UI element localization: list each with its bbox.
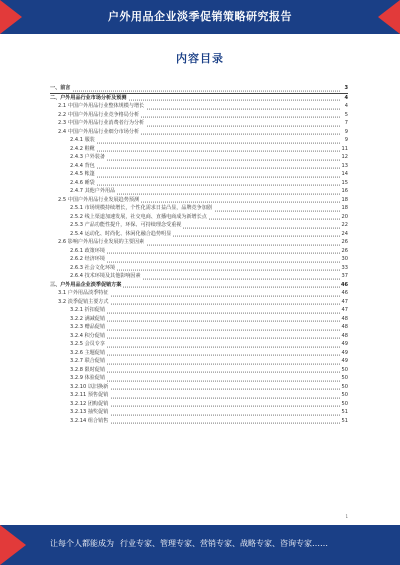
- toc-entry-label: 三、户外用品企业淡季促销方案: [50, 281, 122, 288]
- toc-entry-page: 48: [341, 332, 348, 339]
- header-banner: [0, 0, 400, 34]
- toc-entry-page: 24: [341, 230, 348, 237]
- toc-entry-label: 3.2 淡季促销主要方式: [58, 298, 109, 305]
- header-left-triangle-decoration: [0, 0, 22, 34]
- toc-entry-page: 3: [341, 84, 348, 93]
- toc-entry-label: 2.1 中国户外用品行业整体规模与增长: [58, 103, 145, 109]
- toc-entry-page: 18: [341, 205, 348, 211]
- toc-entry-label: 2.6.4 技术环境及其他影响因素: [70, 273, 141, 279]
- toc-entry-page: 49: [341, 349, 348, 356]
- toc-entry-page: 26: [341, 247, 348, 254]
- toc-entry-label: 2.4.7 其他户外用品: [70, 188, 116, 194]
- toc-entry-label: 2.4 中国户外用品行业细分市场分析: [58, 128, 140, 135]
- toc-entry-label: 3.2.5 会员专享: [70, 341, 105, 347]
- toc-entry-page: 50: [341, 366, 348, 373]
- toc-entry-page: 18: [341, 196, 348, 203]
- toc-entry-page: 46: [341, 290, 348, 296]
- toc-entry-label: 二、户外用品行业市场分析及预测: [50, 94, 127, 101]
- toc-entry-label: 3.2.6 主题促销: [70, 349, 105, 356]
- toc-entry-label: 2.4.3 户外装备: [70, 154, 105, 160]
- footer-banner: [0, 525, 400, 565]
- toc-entry-label: 2.6.2 经济环境: [70, 256, 105, 262]
- toc-entry-label: 2.2 中国户外用品行业竞争格局分析: [58, 111, 140, 118]
- toc-entry-page: 14: [341, 171, 348, 177]
- toc-entry-label: 3.2.2 满减促销: [70, 315, 105, 322]
- toc-entry-label: 3.2.12 团购促销: [70, 400, 109, 407]
- toc-entry-page: 33: [341, 264, 348, 271]
- toc-entry-label: 3.2.10 以旧换新: [70, 383, 109, 390]
- toc-entry-page: 7: [341, 119, 348, 128]
- footer-slogan: 让每个人都能成为: [50, 539, 114, 548]
- toc-entry-label: 3.1 户外用品淡季特征: [58, 290, 109, 296]
- toc-entry-page: 4: [341, 102, 348, 111]
- toc-entry-page: 26: [341, 239, 348, 245]
- toc-entry-label: 2.6.1 政策环境: [70, 247, 105, 254]
- toc-entry-label: 2.4.4 背包: [70, 162, 95, 169]
- toc-entry-page: 9: [341, 128, 348, 137]
- toc-leader-dots: [50, 82, 340, 92]
- footer-triangle-decoration: [0, 525, 26, 565]
- toc-entry-page: 51: [341, 417, 348, 424]
- footer-roles: 行业专家、管理专家、营销专家、战略专家、咨询专家……: [120, 539, 328, 548]
- toc-entry-label: 3.2.13 抽奖促销: [70, 409, 109, 415]
- toc-entry-label: 3.2.8 限时促销: [70, 366, 105, 373]
- toc-entry-page: 50: [341, 383, 348, 390]
- toc-entry-label: 3.2.9 体验促销: [70, 375, 105, 381]
- toc-entry-page: 47: [341, 307, 348, 313]
- toc-entry-label: 2.5.3 产品功能性提升，环保、可持续理念受重视: [70, 222, 182, 228]
- toc-leader-dots: [70, 414, 340, 424]
- toc-entry-label: 2.5.1 市场规模持续增长，个性化需求日益凸显，品牌竞争加剧: [70, 205, 212, 211]
- toc-entry-label: 3.2.3 赠品促销: [70, 324, 105, 330]
- toc-entry-page: 20: [341, 213, 348, 220]
- toc-entry-page: 50: [341, 400, 348, 407]
- toc-heading: 内容目录: [176, 52, 224, 65]
- toc-entry-page: 11: [341, 145, 348, 152]
- toc-entry-page: 49: [341, 358, 348, 364]
- toc-entry-label: 2.6 影响户外用品行业发展的主要因素: [58, 239, 145, 245]
- toc-entry-page: 5: [341, 111, 348, 120]
- toc-entry-page: 50: [341, 375, 348, 381]
- header-right-triangle-decoration: [378, 0, 400, 34]
- toc-entry-label: 2.4.6 睡袋: [70, 179, 95, 186]
- toc-entry-page: 22: [341, 222, 348, 228]
- toc-entry-label: 2.5.4 运动化、时尚化、休闲化融合趋势明显: [70, 230, 172, 237]
- toc-entry[interactable]: [50, 417, 348, 426]
- toc-entry-label: 2.5.2 线上渠道加速发展，社交电商、直播电商成为新增长点: [70, 213, 207, 220]
- toc-entry-page: 51: [341, 409, 348, 415]
- toc-entry-page: 30: [341, 256, 348, 262]
- toc-entry-label: 2.3 中国户外用品行业消费者行为分析: [58, 120, 145, 126]
- toc-entry-page: 12: [341, 154, 348, 160]
- page-number: 1: [345, 514, 348, 519]
- toc-entry-page: 15: [341, 179, 348, 186]
- report-title: 户外用品企业淡季促销策略研究报告: [108, 10, 292, 23]
- toc-entry-page: 9: [341, 136, 348, 145]
- toc-entry-page: 16: [341, 188, 348, 194]
- toc-entry-page: 49: [341, 341, 348, 347]
- toc-entry-label: 一、前言: [50, 85, 71, 91]
- toc-entry-page: 50: [341, 392, 348, 398]
- toc-entry-page: 48: [341, 315, 348, 322]
- toc-entry-label: 3.2.11 预售促销: [70, 392, 109, 398]
- toc-entry-page: 4: [341, 94, 348, 103]
- toc-entry-page: 13: [341, 162, 348, 169]
- toc-entry-page: 37: [341, 273, 348, 279]
- toc-entry-page: 46: [341, 281, 349, 288]
- toc-entry-page: 47: [341, 298, 348, 305]
- toc-entry-page: 48: [341, 324, 348, 330]
- toc-entry-label: 2.4.5 帐篷: [70, 171, 95, 177]
- toc-entry-label: 2.4.2 鞋靴: [70, 145, 95, 152]
- toc-entry-label: 2.6.3 社会文化环境: [70, 264, 116, 271]
- table-of-contents: [50, 84, 348, 425]
- toc-entry-label: 3.2.7 联合促销: [70, 358, 105, 364]
- toc-entry-label: 2.4.1 服装: [70, 137, 95, 143]
- toc-entry-label: 3.2.14 组合销售: [70, 417, 109, 424]
- toc-entry-label: 3.2.1 折扣促销: [70, 307, 105, 313]
- toc-entry-label: 3.2.4 积分促销: [70, 332, 105, 339]
- toc-entry-label: 2.5 中国户外用品行业发展趋势预测: [58, 196, 140, 203]
